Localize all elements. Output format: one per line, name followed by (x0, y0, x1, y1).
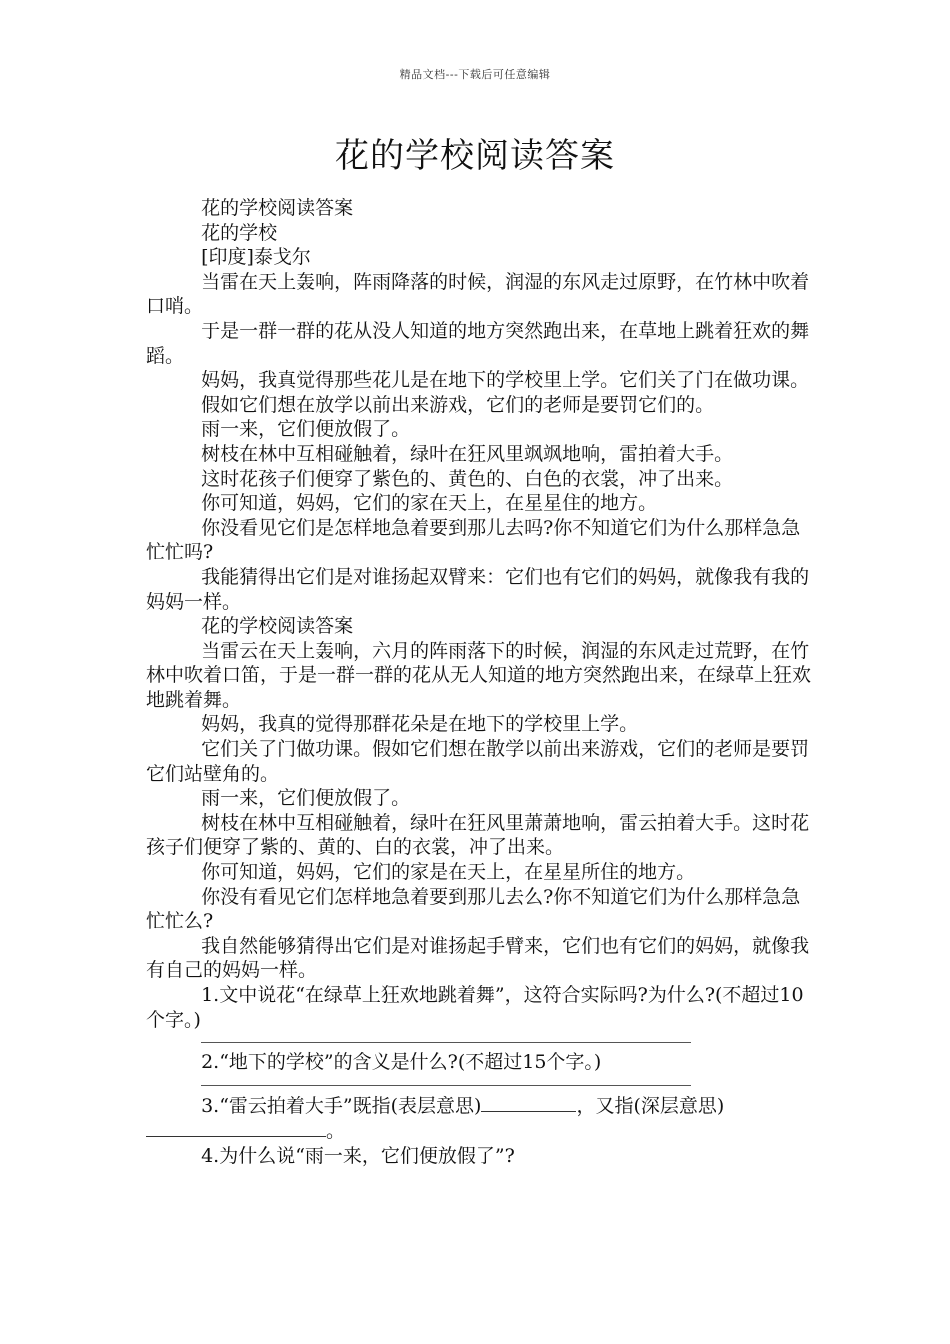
document-body (146, 196, 816, 1169)
paragraph: 当雷云在天上轰响，六月的阵雨落下的时候，润湿的东风走过荒野，在竹林中吹着口笛，于是一群一群的花从无人知道的地方突然跑出来，在绿草上狂欢地跳着舞。 (146, 639, 812, 711)
paragraph: 于是一群一群的花从没人知道的地方突然跑出来，在草地上跳着狂欢的舞蹈。 (146, 319, 810, 367)
paragraph: 我自然能够猜得出它们是对谁扬起手臂来，它们也有它们的妈妈，就像我有自己的妈妈一样。 (146, 934, 810, 982)
paragraph: 妈妈，我真觉得那些花儿是在地下的学校里上学。它们关了门在做功课。 (201, 369, 810, 392)
answer-blank-deep (146, 1118, 326, 1137)
answer-line-2 (201, 1077, 691, 1086)
question-2: 2.“地下的学校”的含义是什么?(不超过15个字。) (201, 1051, 602, 1074)
paragraph: 树枝在林中互相碰触着，绿叶在狂风里飒飒地响，雷拍着大手。 (201, 442, 734, 465)
answer-line-1 (201, 1034, 691, 1043)
question-1: 1.文中说花“在绿草上狂欢地跳着舞”，这符合实际吗?为什么?(不超过10个字。) (146, 984, 804, 1031)
paragraph: 假如它们想在放学以前出来游戏，它们的老师是要罚它们的。 (201, 393, 715, 416)
paragraph: [印度]泰戈尔 (201, 246, 311, 269)
question-3-part-3: 。 (326, 1120, 346, 1143)
question-3 (146, 1093, 816, 1144)
paragraph: 你可知道，妈妈，它们的家是在天上，在星星所住的地方。 (201, 861, 696, 884)
paragraph: 你没有看见它们怎样地急着要到那儿去么?你不知道它们为什么那样急急忙忙么? (146, 885, 801, 933)
paragraph: 它们关了门做功课。假如它们想在散学以前出来游戏，它们的老师是要罚它们站壁角的。 (146, 738, 810, 785)
question-4: 4.为什么说“雨一来，它们便放假了”? (201, 1144, 515, 1167)
answer-blank-surface (481, 1093, 576, 1112)
paragraph: 花的学校 (201, 221, 278, 244)
paragraph: 你可知道，妈妈，它们的家在天上，在星星住的地方。 (201, 492, 658, 515)
paragraph: 花的学校阅读答案 (201, 197, 354, 219)
paragraph: 当雷在天上轰响，阵雨降落的时候，润湿的东风走过原野，在竹林中吹着口哨。 (146, 270, 810, 318)
page-header: 精品文档---下载后可任意编辑 (399, 68, 551, 81)
question-3-part-2: ，又指(深层意思) (576, 1094, 725, 1117)
paragraph: 花的学校阅读答案 (201, 615, 354, 638)
paragraph: 这时花孩子们便穿了紫色的、黄色的、白色的衣裳，冲了出来。 (201, 467, 734, 490)
document-title: 花的学校阅读答案 (335, 136, 615, 176)
question-3-part-1: 3.“雷云拍着大手”既指(表层意思) (201, 1094, 482, 1117)
paragraph: 雨一来，它们便放假了。 (201, 418, 411, 441)
paragraph: 我能猜得出它们是对谁扬起双臂来：它们也有它们的妈妈，就像我有我的妈妈一样。 (146, 565, 810, 613)
paragraph: 树枝在林中互相碰触着，绿叶在狂风里萧萧地响，雷云拍着大手。这时花孩子们便穿了紫的、黄的、白的衣裳，冲了出来。 (146, 811, 810, 859)
paragraph: 妈妈，我真的觉得那群花朵是在地下的学校里上学。 (201, 713, 639, 736)
paragraph: 你没看见它们是怎样地急着要到那儿去吗?你不知道它们为什么那样急急忙忙吗? (146, 516, 801, 564)
paragraph: 雨一来，它们便放假了。 (201, 787, 411, 810)
